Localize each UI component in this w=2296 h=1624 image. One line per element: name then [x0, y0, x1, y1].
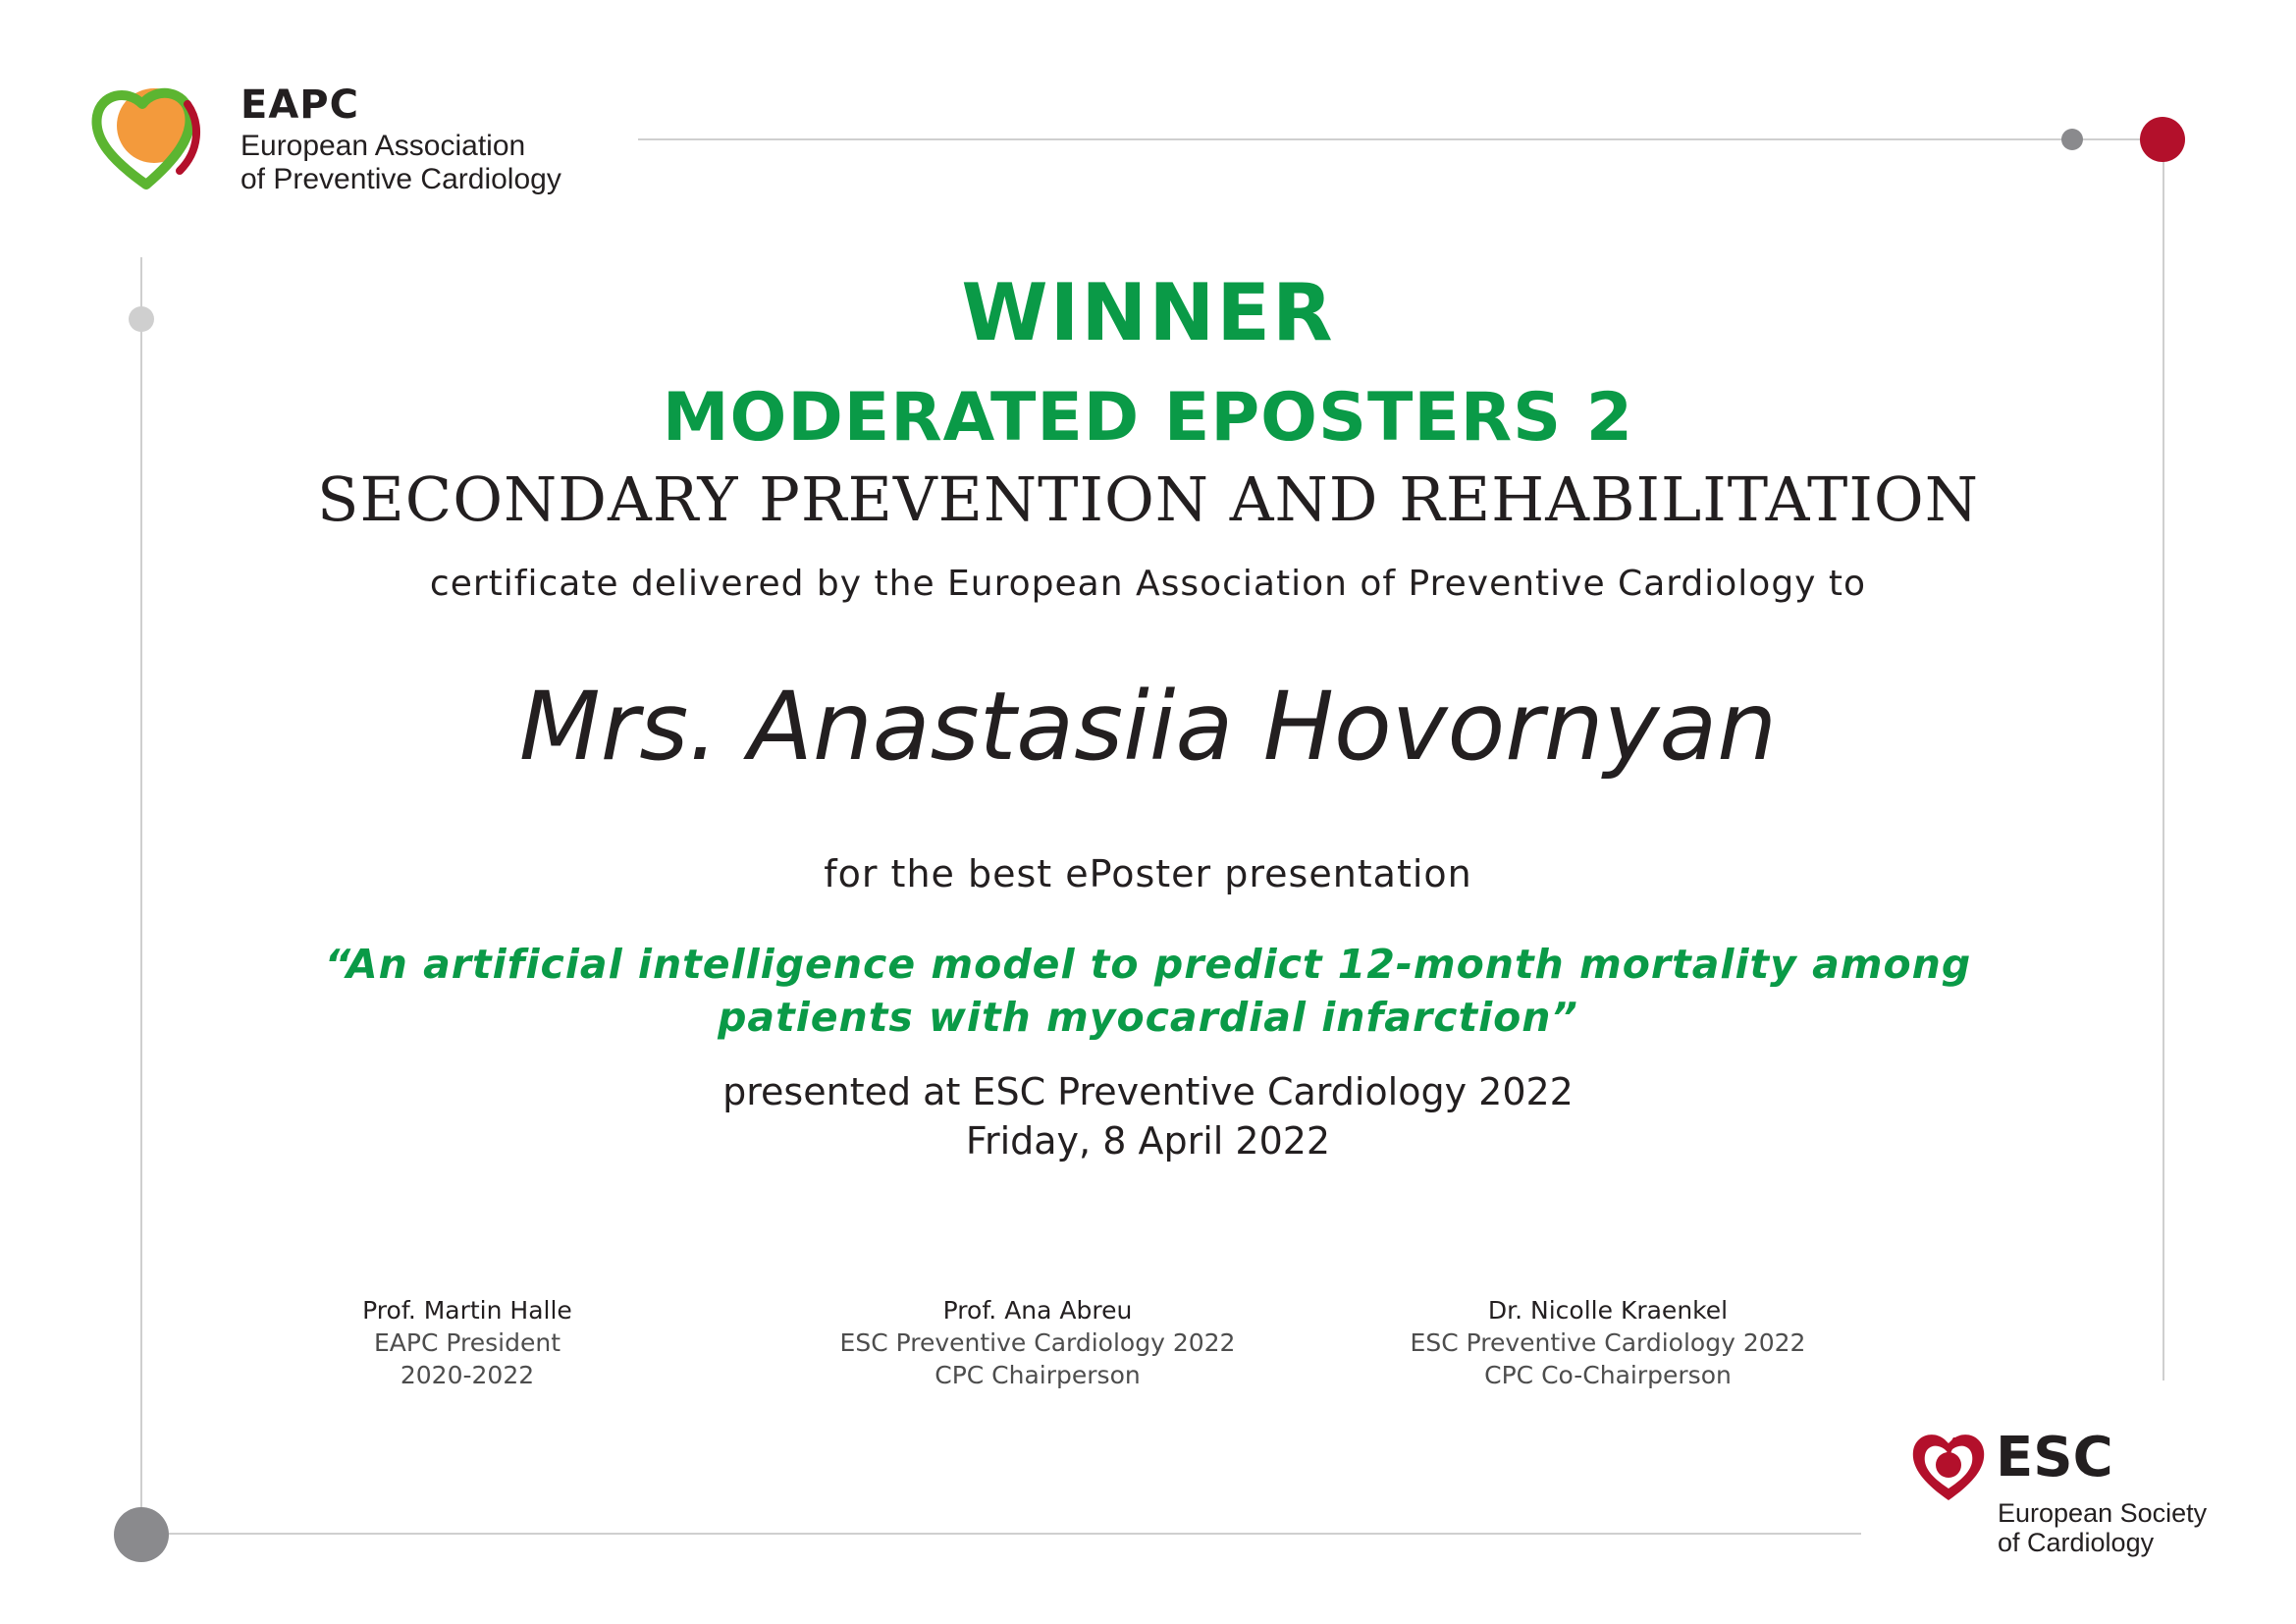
signatory-title: CPC Chairperson — [934, 1361, 1141, 1389]
esc-logo — [1909, 1426, 2233, 1573]
recipient-name: Mrs. Anastasiia Hovornyan — [518, 672, 1778, 782]
signatory-name: Prof. Ana Abreu — [942, 1296, 1133, 1325]
signatory-role: ESC Preventive Cardiology 2022 — [839, 1328, 1236, 1357]
signatory-term: 2020-2022 — [400, 1361, 535, 1389]
signatory-name: Prof. Martin Halle — [362, 1296, 572, 1325]
esc-heart-icon — [1909, 1428, 1988, 1506]
signatory-abreu — [763, 1294, 1312, 1391]
eapc-acronym: EAPC — [240, 82, 359, 128]
signatory-role: ESC Preventive Cardiology 2022 — [1410, 1328, 1806, 1357]
eapc-name-line1: European Association — [240, 130, 526, 162]
poster-title-line1: “An artificial intelligence model to predict 12-month mortality among — [324, 941, 1972, 988]
signatory-title: CPC Co-Chairperson — [1484, 1361, 1732, 1389]
presented-at-text: presented at ESC Preventive Cardiology 2022 — [722, 1070, 1574, 1113]
delivered-by-text: certificate delivered by the European Association of Preventive Cardiology to — [429, 564, 1867, 604]
frame-dot-top-red — [2140, 117, 2185, 162]
winner-heading: WINNER — [961, 267, 1335, 358]
signatory-role: EAPC President — [374, 1328, 561, 1357]
for-best-text: for the best ePoster presentation — [824, 852, 1472, 895]
signatory-name: Dr. Nicolle Kraenkel — [1487, 1296, 1729, 1325]
presentation-date: Friday, 8 April 2022 — [965, 1119, 1331, 1163]
frame-bottom-line — [141, 1533, 1861, 1535]
eapc-logo — [91, 79, 602, 196]
frame-top-line — [638, 138, 2169, 140]
eapc-heart-icon — [91, 81, 201, 190]
esc-name-line1: European Society — [1998, 1498, 2208, 1528]
poster-title-line2: patients with myocardial infarction” — [718, 994, 1578, 1041]
frame-dot-bottom-grey — [114, 1507, 169, 1562]
eapc-name-line2: of Preventive Cardiology — [240, 163, 561, 195]
esc-acronym: ESC — [1996, 1426, 2113, 1489]
esc-name-line2: of Cardiology — [1998, 1528, 2155, 1557]
frame-dot-top-grey — [2061, 129, 2083, 150]
topic-heading: SECONDARY PREVENTION AND REHABILITATION — [317, 463, 1979, 535]
signatory-halle — [192, 1294, 742, 1391]
session-heading: MODERATED EPOSTERS 2 — [662, 379, 1634, 457]
signatory-kraenkel — [1333, 1294, 1883, 1391]
